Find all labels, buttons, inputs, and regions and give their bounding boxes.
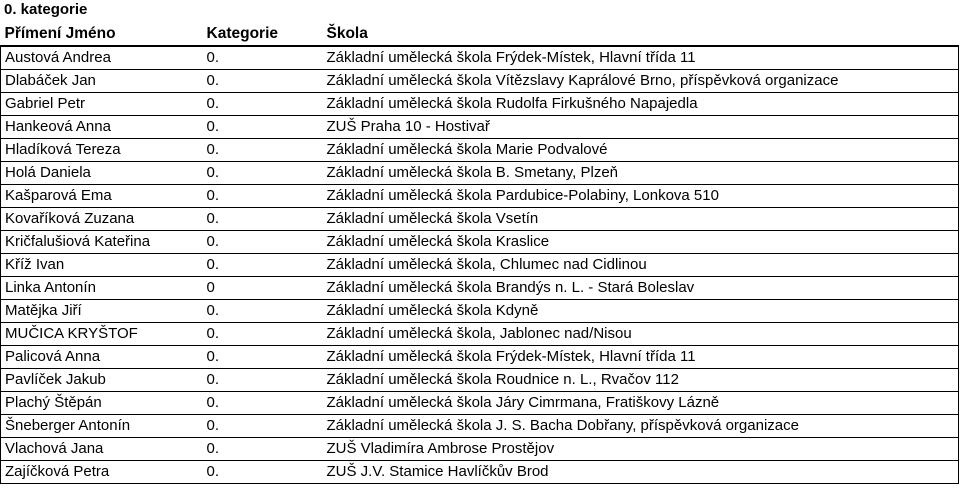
- cell-school: Základní umělecká škola Kdyně: [323, 300, 959, 323]
- cell-category: 0.: [203, 415, 323, 438]
- header-school: Škola: [323, 23, 959, 46]
- cell-school: Základní umělecká škola J. S. Bacha Dobřany, příspěvková organizace: [323, 415, 959, 438]
- cell-name: Vlachová Jana: [1, 438, 203, 461]
- table-row: [1, 139, 959, 162]
- cell-category: 0.: [203, 461, 323, 484]
- participants-table: [0, 23, 959, 484]
- cell-category: 0.: [203, 231, 323, 254]
- table-row: [1, 208, 959, 231]
- cell-name: Matějka Jiří: [1, 300, 203, 323]
- cell-category: 0.: [203, 323, 323, 346]
- cell-category: 0.: [203, 300, 323, 323]
- cell-school: Základní umělecká škola Brandýs n. L. - Stará Boleslav: [323, 277, 959, 300]
- cell-category: 0.: [203, 438, 323, 461]
- cell-category: 0: [203, 277, 323, 300]
- cell-school: Základní umělecká škola Vsetín: [323, 208, 959, 231]
- cell-school: Základní umělecká škola Járy Cimrmana, Fratiškovy Lázně: [323, 392, 959, 415]
- table-row: [1, 369, 959, 392]
- cell-school: ZUŠ Praha 10 - Hostivař: [323, 116, 959, 139]
- cell-name: Šneberger Antonín: [1, 415, 203, 438]
- cell-category: 0.: [203, 93, 323, 116]
- cell-category: 0.: [203, 116, 323, 139]
- cell-name: Zajíčková Petra: [1, 461, 203, 484]
- table-row: [1, 93, 959, 116]
- cell-category: 0.: [203, 392, 323, 415]
- cell-name: Holá Daniela: [1, 162, 203, 185]
- cell-school: ZUŠ J.V. Stamice Havlíčkův Brod: [323, 461, 959, 484]
- cell-school: Základní umělecká škola Pardubice-Polabiny, Lonkova 510: [323, 185, 959, 208]
- cell-name: Dlabáček Jan: [1, 70, 203, 93]
- cell-name: Austová Andrea: [1, 46, 203, 70]
- cell-school: Základní umělecká škola Vítězslavy Kaprálové Brno, příspěvková organizace: [323, 70, 959, 93]
- cell-school: ZUŠ Vladimíra Ambrose Prostějov: [323, 438, 959, 461]
- header-name: Přímení Jméno: [1, 23, 203, 46]
- table-row: [1, 162, 959, 185]
- table-row: [1, 70, 959, 93]
- cell-category: 0.: [203, 162, 323, 185]
- table-row: [1, 185, 959, 208]
- table-row: [1, 415, 959, 438]
- cell-category: 0.: [203, 254, 323, 277]
- cell-category: 0.: [203, 369, 323, 392]
- cell-name: Plachý Štěpán: [1, 392, 203, 415]
- cell-name: Kříž Ivan: [1, 254, 203, 277]
- cell-name: Kovaříková Zuzana: [1, 208, 203, 231]
- table-row: [1, 116, 959, 139]
- table-row: [1, 461, 959, 484]
- table-row: [1, 346, 959, 369]
- cell-name: Hladíková Tereza: [1, 139, 203, 162]
- cell-name: Linka Antonín: [1, 277, 203, 300]
- cell-name: Palicová Anna: [1, 346, 203, 369]
- cell-name: Pavlíček Jakub: [1, 369, 203, 392]
- cell-name: Gabriel Petr: [1, 93, 203, 116]
- cell-name: Kašparová Ema: [1, 185, 203, 208]
- cell-school: Základní umělecká škola Rudolfa Firkušného Napajedla: [323, 93, 959, 116]
- table-row: [1, 323, 959, 346]
- cell-school: Základní umělecká škola Marie Podvalové: [323, 139, 959, 162]
- cell-category: 0.: [203, 346, 323, 369]
- table-row: [1, 392, 959, 415]
- cell-name: MUČICA KRYŠTOF: [1, 323, 203, 346]
- cell-category: 0.: [203, 70, 323, 93]
- cell-category: 0.: [203, 139, 323, 162]
- cell-name: Kričfalušiová Kateřina: [1, 231, 203, 254]
- cell-category: 0.: [203, 46, 323, 70]
- cell-school: Základní umělecká škola Frýdek-Místek, Hlavní třída 11: [323, 346, 959, 369]
- table-row: [1, 277, 959, 300]
- table-row: [1, 231, 959, 254]
- cell-school: Základní umělecká škola, Chlumec nad Cidlinou: [323, 254, 959, 277]
- table-row: [1, 438, 959, 461]
- cell-school: Základní umělecká škola B. Smetany, Plzeň: [323, 162, 959, 185]
- category-title: 0. kategorie: [4, 1, 88, 18]
- cell-school: Základní umělecká škola Frýdek-Místek, Hlavní třída 11: [323, 46, 959, 70]
- cell-school: Základní umělecká škola Roudnice n. L., Rvačov 112: [323, 369, 959, 392]
- header-category: Kategorie: [203, 23, 323, 46]
- table-row: [1, 254, 959, 277]
- header-row: [1, 23, 959, 46]
- table-row: [1, 46, 959, 70]
- cell-category: 0.: [203, 208, 323, 231]
- table-row: [1, 300, 959, 323]
- cell-school: Základní umělecká škola, Jablonec nad/Nisou: [323, 323, 959, 346]
- cell-category: 0.: [203, 185, 323, 208]
- cell-school: Základní umělecká škola Kraslice: [323, 231, 959, 254]
- cell-name: Hankeová Anna: [1, 116, 203, 139]
- table-body: [1, 46, 959, 484]
